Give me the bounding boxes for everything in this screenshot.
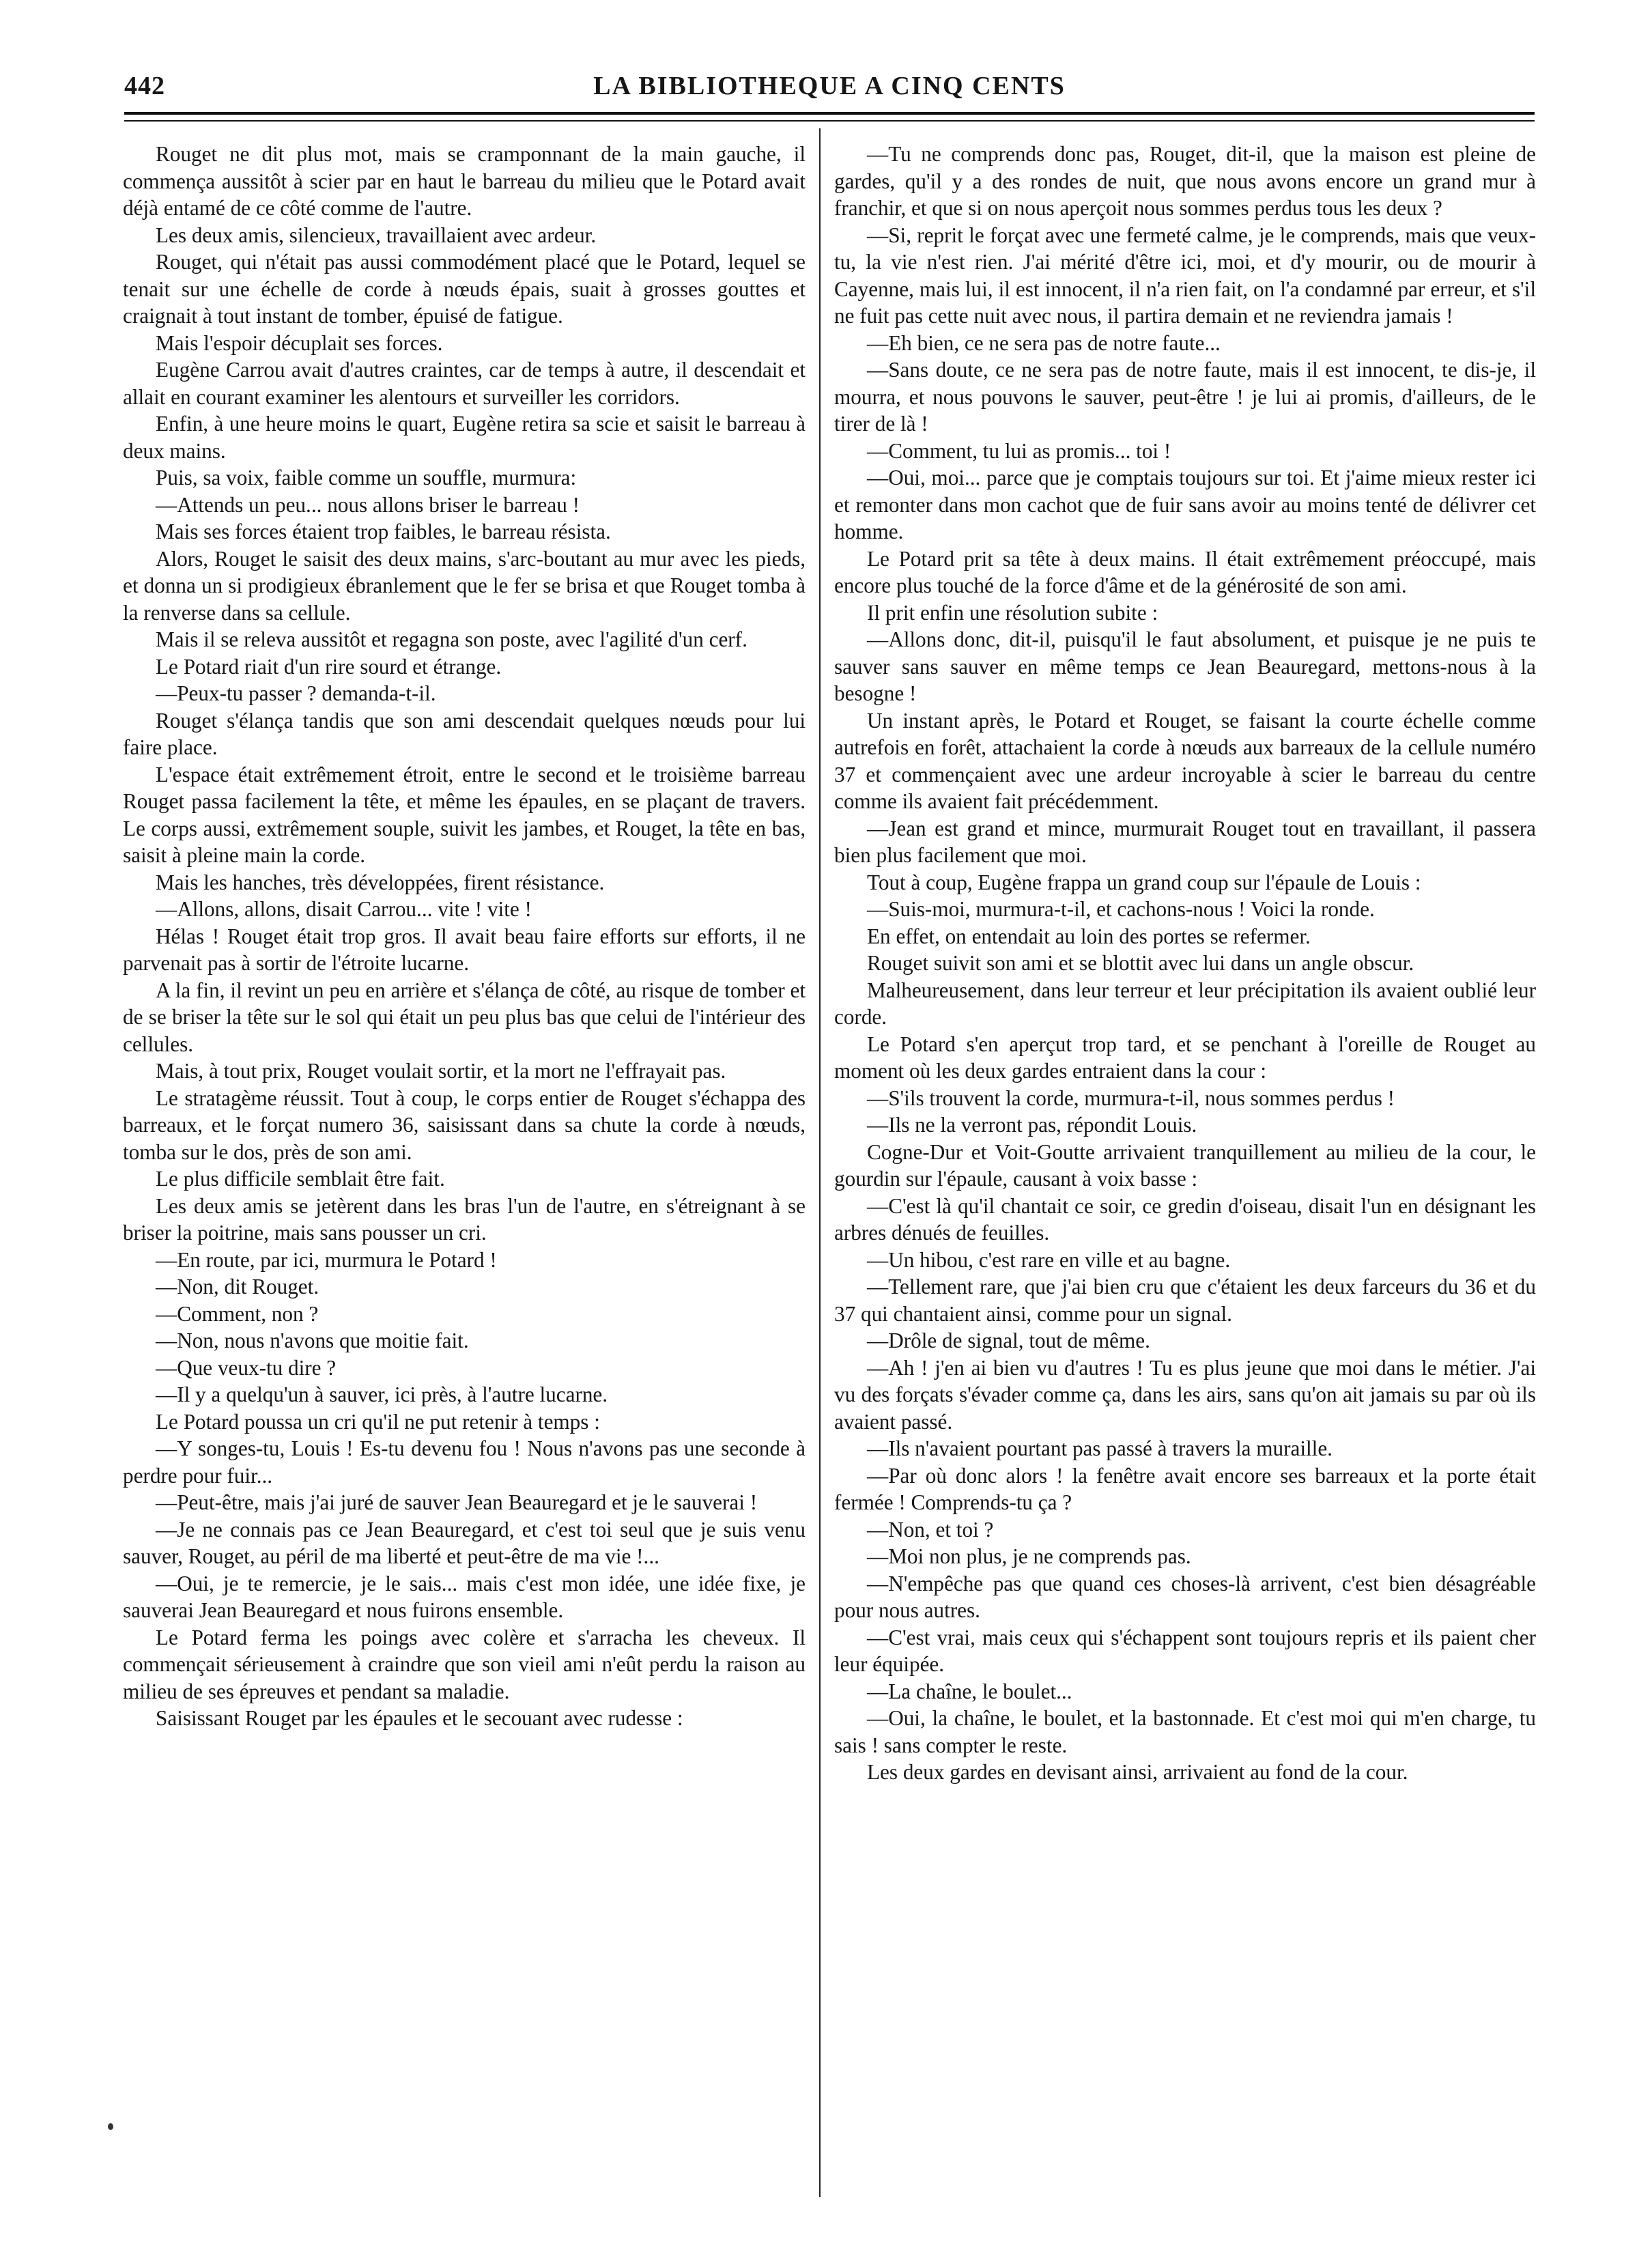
- paragraph: —Tellement rare, que j'ai bien cru que c'étaient les deux farceurs du 36 et du 37 qui chantaient ainsi, comme pour un signal.: [834, 1275, 1536, 1326]
- paragraph: —Un hibou, c'est rare en ville et au bagne.: [867, 1247, 1231, 1272]
- paragraph: Le Potard riait d'un rire sourd et étrange.: [156, 654, 502, 679]
- paragraph: —Ils n'avaient pourtant pas passé à travers la muraille.: [867, 1436, 1333, 1460]
- paragraph: —Par où donc alors ! la fenêtre avait encore ses barreaux et la porte était fermée ! Comprends-tu ça ?: [834, 1463, 1536, 1514]
- paragraph: —Oui, moi... parce que je comptais toujours sur toi. Et j'aime mieux rester ici et remonter dans mon cachot que de fuir sans avoir au moins tenté de délivrer cet homme.: [834, 466, 1536, 543]
- paragraph: —N'empêche pas que quand ces choses-là arrivent, c'est bien désagréable pour nous autres.: [834, 1571, 1536, 1622]
- running-title: LA BIBLIOTHEQUE A CINQ CENTS: [593, 72, 1066, 100]
- paragraph: —C'est là qu'il chantait ce soir, ce gredin d'oiseau, disait l'un en désignant les arbres dénués de feuilles.: [834, 1193, 1536, 1245]
- paragraph: Enfin, à une heure moins le quart, Eugène retira sa scie et saisit le barreau à deux mains.: [123, 412, 806, 463]
- paragraph: —La chaîne, le boulet...: [867, 1679, 1072, 1703]
- paragraph: Il prit enfin une résolution subite :: [867, 600, 1158, 625]
- paragraph: Le Potard poussa un cri qu'il ne put retenir à temps :: [156, 1409, 600, 1434]
- paragraph: L'espace était extrêmement étroit, entre le second et le troisième barreau Rouget passa facilement la tête, et même les épaules, en se plaçant de travers. Le corps aussi, extrêmement souple, suivit les jambes, et Rouget, la tête en bas, saisit à pleine main la corde.: [123, 762, 806, 867]
- right-text-column: [834, 141, 1536, 1786]
- paragraph: Les deux amis se jetèrent dans les bras l'un de l'autre, en s'étreignant à se briser la poitrine, mais sans pousser un cri.: [123, 1193, 806, 1245]
- paragraph: —Allons donc, dit-il, puisqu'il le faut absolument, et puisque je ne puis te sauver sans sauver en même temps ce Jean Beauregard, mettons-nous à la besogne !: [834, 627, 1536, 705]
- paragraph: —Comment, tu lui as promis... toi !: [867, 438, 1171, 463]
- paragraph: Mais ses forces étaient trop faibles, le barreau résista.: [156, 520, 611, 543]
- paragraph: Mais, à tout prix, Rouget voulait sortir, et la mort ne l'effrayait pas.: [156, 1059, 726, 1083]
- paragraph: En effet, on entendait au loin des portes se refermer.: [867, 924, 1311, 948]
- paragraph: Saisissant Rouget par les épaules et le secouant avec rudesse :: [156, 1706, 683, 1730]
- paragraph: —Je ne connais pas ce Jean Beauregard, et c'est toi seul que je suis venu sauver, Rouget, au péril de ma liberté et peut-être de ma vie !...: [123, 1517, 806, 1568]
- paragraph: —Ils ne la verront pas, répondit Louis.: [867, 1113, 1197, 1137]
- paragraph: —Allons, allons, disait Carrou... vite ! vite !: [156, 897, 532, 921]
- paragraph: —S'ils trouvent la corde, murmura-t-il, nous sommes perdus !: [867, 1085, 1395, 1110]
- paragraph: Puis, sa voix, faible comme un souffle, murmura:: [156, 466, 577, 489]
- paragraph: —Drôle de signal, tout de même.: [867, 1329, 1150, 1352]
- paragraph: Le stratagème réussit. Tout à coup, le corps entier de Rouget s'échappa des barreaux, et le forçat numero 36, saisissant dans sa chute la corde à nœuds, tomba sur le dos, près de son ami.: [123, 1085, 806, 1164]
- paragraph: Tout à coup, Eugène frappa un grand coup sur l'épaule de Louis :: [867, 870, 1421, 894]
- paragraph: Rouget s'élança tandis que son ami descendait quelques nœuds pour lui faire place.: [123, 708, 806, 759]
- paragraph: —Peux-tu passer ? demanda-t-il.: [156, 681, 436, 705]
- ink-speck: [108, 2123, 113, 2130]
- paragraph: Rouget suivit son ami et se blottit avec lui dans un angle obscur.: [867, 951, 1414, 975]
- paragraph: —Si, reprit le forçat avec une fermeté calme, je le comprends, mais que veux-tu, la vie n'est rien. J'ai mérité d'être ici, moi, et d'y mourir, ou de mourir à Cayenne, mais lui, il est innocent, il n'a rien fait, on l'a condamné par erreur, et s'il ne fuit pas cette nuit avec nous, il partira demain et ne reviendra jamais !: [834, 223, 1536, 328]
- paragraph: —Il y a quelqu'un à sauver, ici près, à l'autre lucarne.: [156, 1382, 608, 1406]
- paragraph: —Tu ne comprends donc pas, Rouget, dit-il, que la maison est pleine de gardes, qu'il y a des rondes de nuit, que nous avons encore un grand mur à franchir, et que si on nous aperçoit nous sommes perdus tous les deux ?: [834, 142, 1536, 220]
- paragraph: Mais l'espoir décuplait ses forces.: [156, 330, 443, 355]
- paragraph: Mais il se releva aussitôt et regagna son poste, avec l'agilité d'un cerf.: [156, 627, 747, 651]
- paragraph: —En route, par ici, murmura le Potard !: [156, 1247, 497, 1272]
- paragraph: Un instant après, le Potard et Rouget, se faisant la courte échelle comme autrefois en forêt, attachaient la corde à nœuds aux barreaux de la cellule numéro 37 et commençaient avec une ardeur incroyable à scier le barreau du centre comme ils avaient fait précédemment.: [834, 708, 1536, 813]
- paragraph: —Jean est grand et mince, murmurait Rouget tout en travaillant, il passera bien plus facilement que moi.: [834, 816, 1536, 867]
- paragraph: —Oui, la chaîne, le boulet, et la bastonnade. Et c'est moi qui m'en charge, tu sais ! sans compter le reste.: [834, 1706, 1536, 1757]
- paragraph: Hélas ! Rouget était trop gros. Il avait beau faire efforts sur efforts, il ne parvenait pas à sortir de l'étroite lucarne.: [123, 924, 806, 975]
- paragraph: Rouget ne dit plus mot, mais se cramponnant de la main gauche, il commença aussitôt à scier par en haut le barreau du milieu que le Potard avait déjà entamé de ce côté comme de l'autre.: [123, 142, 806, 220]
- paragraph: Cogne-Dur et Voit-Goutte arrivaient tranquillement au milieu de la cour, le gourdin sur l'épaule, causant à voix basse :: [834, 1139, 1536, 1191]
- paragraph: —C'est vrai, mais ceux qui s'échappent sont toujours repris et ils paient cher leur équipée.: [834, 1625, 1536, 1676]
- paragraph: Les deux gardes en devisant ainsi, arrivaient au fond de la cour.: [867, 1760, 1408, 1784]
- paragraph: —Suis-moi, murmura-t-il, et cachons-nous ! Voici la ronde.: [867, 897, 1375, 921]
- paragraph: —Comment, non ?: [156, 1301, 319, 1326]
- paragraph: Mais les hanches, très développées, firent résistance.: [156, 870, 605, 894]
- header-rule-thick: [124, 112, 1535, 115]
- paragraph: —Que veux-tu dire ?: [156, 1355, 337, 1380]
- header-rule-thin: [124, 120, 1535, 122]
- left-text-column: [123, 141, 806, 1732]
- paragraph: —Ah ! j'en ai bien vu d'autres ! Tu es plus jeune que moi dans le métier. J'ai vu des forçats s'évader comme ça, dans les airs, sans qu'on ait jamais su par où ils avaient passé.: [834, 1355, 1536, 1434]
- paragraph: Malheureusement, dans leur terreur et leur précipitation ils avaient oublié leur corde.: [834, 978, 1536, 1029]
- paragraph: —Moi non plus, je ne comprends pas.: [867, 1544, 1191, 1568]
- page-number: 442: [124, 72, 165, 100]
- paragraph: Le Potard prit sa tête à deux mains. Il était extrêmement préoccupé, mais encore plus touché de la force d'âme et de la générosité de son ami.: [834, 546, 1536, 597]
- paragraph: —Oui, je te remercie, je le sais... mais c'est mon idée, une idée fixe, je sauverai Jean Beauregard et nous fuirons ensemble.: [123, 1571, 806, 1622]
- paragraph: Rouget, qui n'était pas aussi commodément placé que le Potard, lequel se tenait sur une échelle de corde à nœuds épais, suait à grosses gouttes et craignait à tout instant de tomber, épuisé de fatigue.: [123, 250, 806, 328]
- column-divider: [819, 128, 821, 2197]
- paragraph: —Eh bien, ce ne sera pas de notre faute...: [867, 330, 1221, 355]
- paragraph: Le Potard s'en aperçut trop tard, et se penchant à l'oreille de Rouget au moment où les deux gardes entraient dans la cour :: [834, 1032, 1536, 1083]
- paragraph: —Y songes-tu, Louis ! Es-tu devenu fou ! Nous n'avons pas une seconde à perdre pour fuir...: [123, 1436, 806, 1488]
- paragraph: —Non, nous n'avons que moitie fait.: [156, 1329, 469, 1352]
- paragraph: —Non, et toi ?: [867, 1517, 994, 1542]
- paragraph: —Sans doute, ce ne sera pas de notre faute, mais il est innocent, te dis-je, il mourra, et nous pouvons le sauver, peut-être ! je lui ai promis, d'ailleurs, de le tirer de là !: [834, 358, 1536, 436]
- paragraph: Le plus difficile semblait être fait.: [156, 1167, 445, 1191]
- paragraph: Alors, Rouget le saisit des deux mains, s'arc-boutant au mur avec les pieds, et donna un si prodigieux ébranlement que le fer se brisa et que Rouget tomba à la renverse dans sa cellule.: [123, 546, 806, 625]
- paragraph: —Attends un peu... nous allons briser le barreau !: [156, 492, 580, 517]
- paragraph: Les deux amis, silencieux, travaillaient avec ardeur.: [156, 223, 597, 247]
- paragraph: A la fin, il revint un peu en arrière et s'élança de côté, au risque de tomber et de se briser la tête sur le sol qui était un peu plus bas que celui de l'intérieur des cellules.: [123, 978, 806, 1056]
- page-header: [124, 68, 1535, 109]
- paragraph: —Peut-être, mais j'ai juré de sauver Jean Beauregard et je le sauverai !: [156, 1490, 758, 1514]
- paragraph: Le Potard ferma les poings avec colère et s'arracha les cheveux. Il commençait sérieusement à craindre que son vieil ami n'eût perdu la raison au milieu de ses épreuves et pendant sa maladie.: [123, 1625, 806, 1703]
- paragraph: Eugène Carrou avait d'autres craintes, car de temps à autre, il descendait et allait en courant examiner les alentours et surveiller les corridors.: [123, 358, 806, 409]
- paragraph: —Non, dit Rouget.: [156, 1275, 319, 1299]
